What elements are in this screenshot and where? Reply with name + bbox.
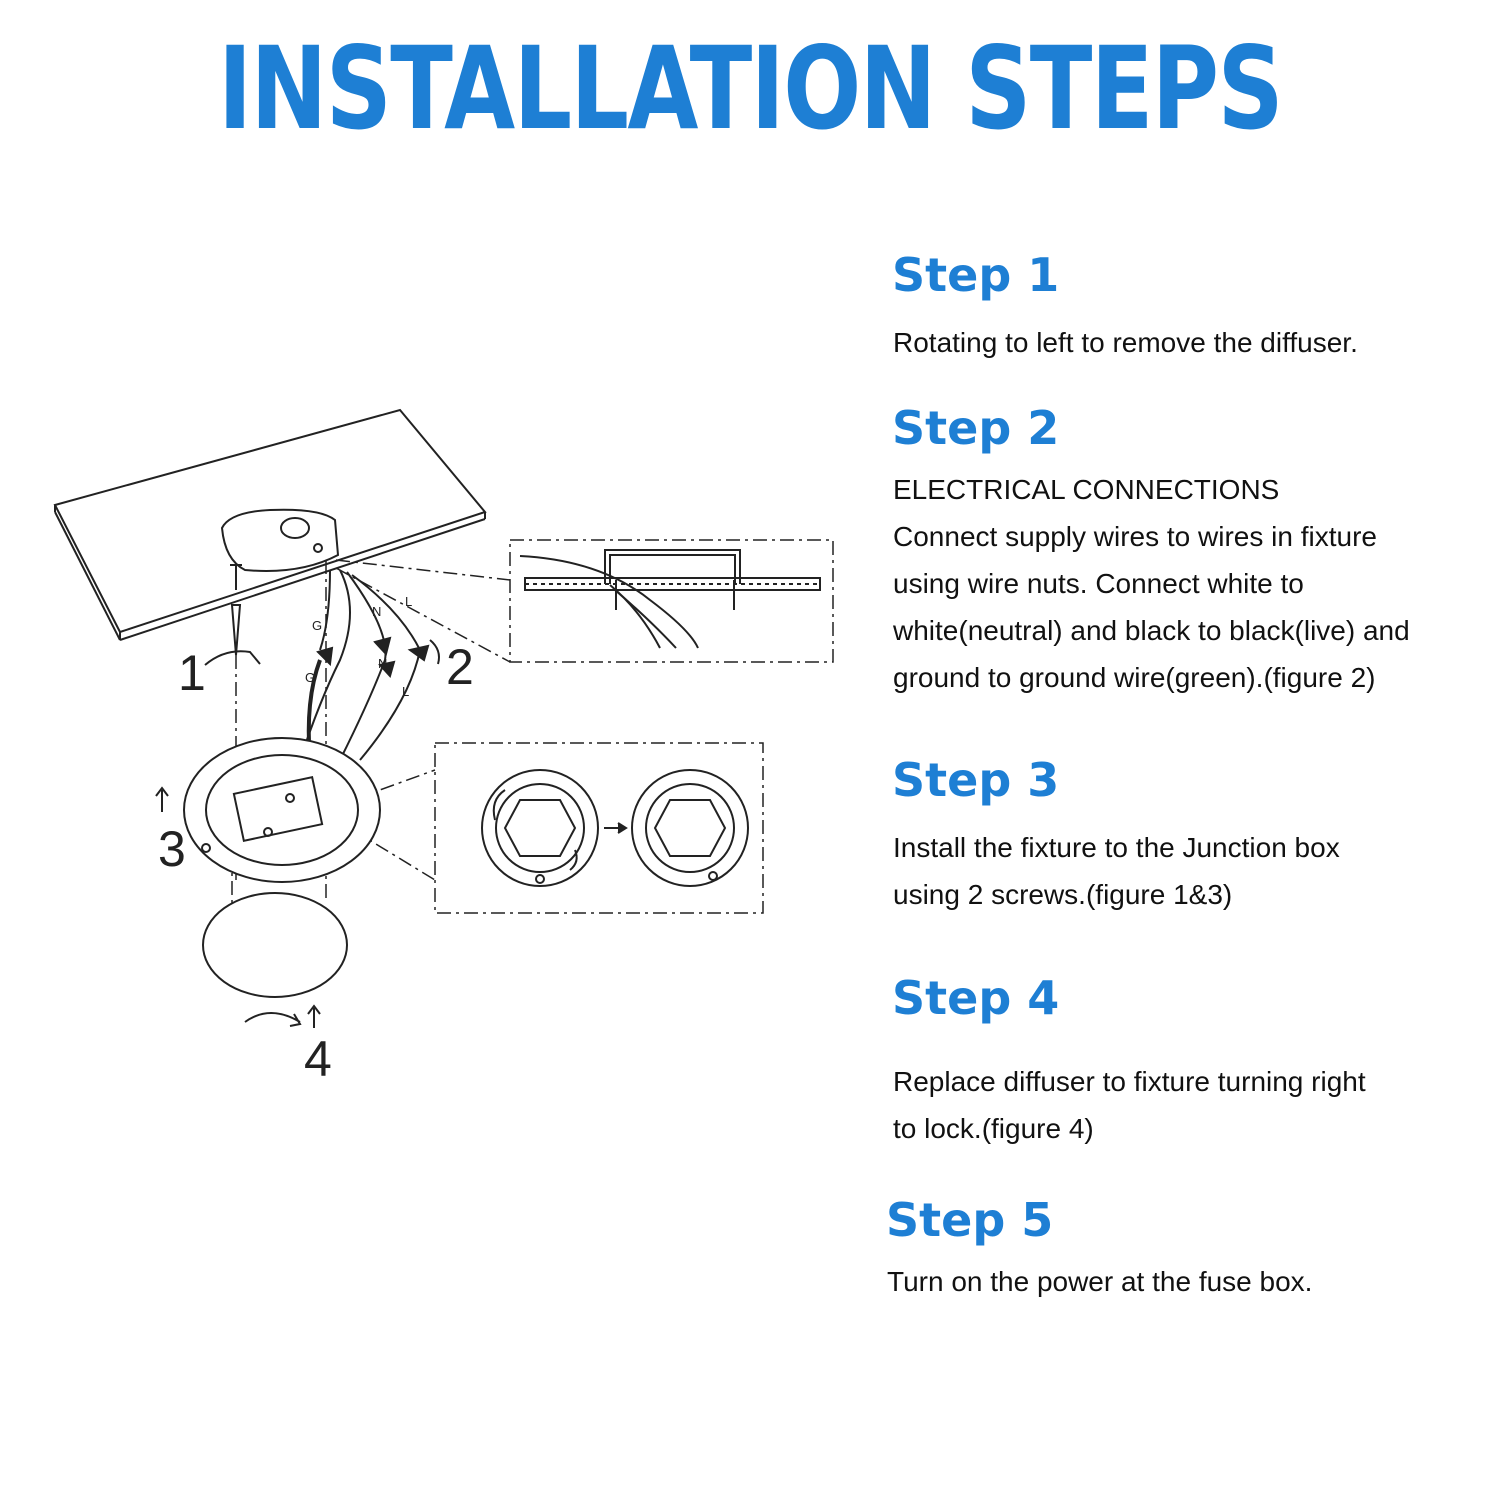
step-4-heading: Step 4	[892, 971, 1060, 1025]
figure-number-2: 2	[446, 639, 474, 695]
step-2-line: ELECTRICAL CONNECTIONS	[893, 474, 1280, 505]
step-2-line: ground to ground wire(green).(figure 2)	[893, 662, 1376, 693]
step-2-heading: Step 2	[892, 401, 1060, 455]
step-4-text	[893, 1058, 1366, 1152]
wire-label-g2: G	[305, 670, 316, 685]
step-2-line: using wire nuts. Connect white to	[893, 568, 1304, 599]
junction-box	[222, 510, 338, 571]
step-2-line: white(neutral) and black to black(live) and	[893, 615, 1410, 646]
fixture-base	[184, 738, 380, 882]
step-3-heading: Step 3	[892, 753, 1060, 807]
step-4-line: Replace diffuser to fixture turning right	[893, 1066, 1366, 1097]
step-3-line: using 2 screws.(figure 1&3)	[893, 879, 1233, 910]
step-2-line: Connect supply wires to wires in fixture	[893, 521, 1377, 552]
wire-label-n2: N	[378, 656, 388, 671]
step-1-line: Rotating to left to remove the diffuser.	[893, 327, 1358, 358]
figure-number-3: 3	[158, 821, 186, 877]
step-5-heading: Step 5	[886, 1193, 1054, 1247]
wire-label-g: G	[312, 618, 323, 633]
wire-label-l: L	[405, 594, 413, 609]
page-title: INSTALLATION STEPS	[218, 22, 1282, 156]
step-1-text	[893, 319, 1358, 366]
step-5-text	[887, 1258, 1312, 1305]
wire-label-n: N	[372, 604, 382, 619]
wire-label-l2: L	[402, 684, 410, 699]
step-1-heading: Step 1	[892, 248, 1060, 302]
step-4-line: to lock.(figure 4)	[893, 1113, 1094, 1144]
diffuser	[203, 893, 347, 997]
figure-number-1: 1	[178, 645, 206, 701]
figure-number-4: 4	[304, 1031, 332, 1087]
step-3-text	[893, 824, 1340, 918]
step-3-line: Install the fixture to the Junction box	[893, 832, 1340, 863]
installation-diagram	[40, 380, 840, 1100]
step-5-line: Turn on the power at the fuse box.	[887, 1266, 1313, 1297]
step-2-text	[893, 466, 1410, 701]
